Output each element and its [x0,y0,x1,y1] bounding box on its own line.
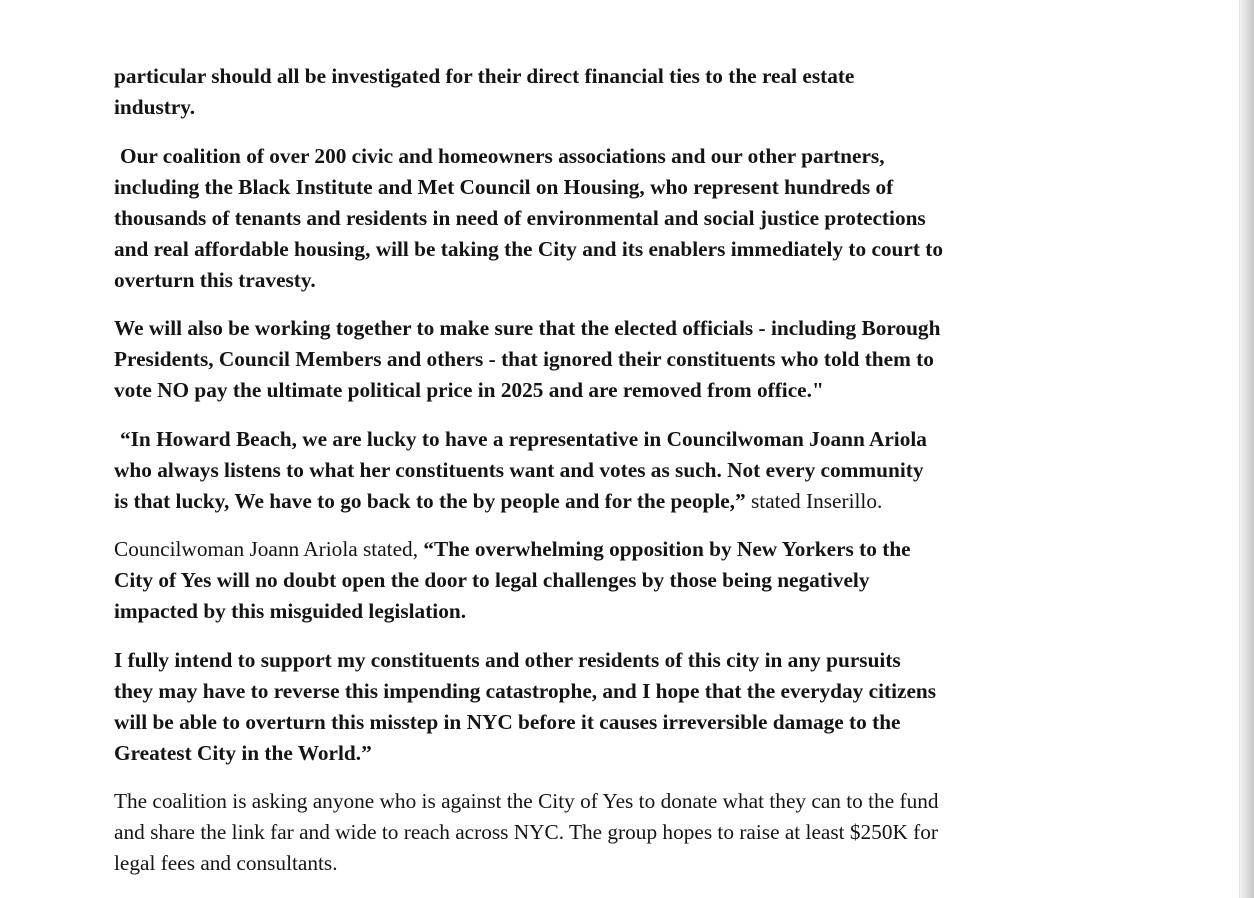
text-line: who always listens to what her constituents want and votes as such. Not every community [114,457,924,482]
paragraph-ariola-support [114,645,1114,769]
paragraph-fundraising [114,786,1114,879]
paragraph-investigation [114,61,1114,123]
paragraph-howard-beach-quote [114,424,1114,517]
quote-text: “The overwhelming opposition by New Yorkers to the [423,537,911,561]
text-line: and share the link far and wide to reach across NYC. The group hopes to raise at least $250K for [114,820,939,844]
text-line: industry. [114,95,196,119]
quote-text: is that lucky, We have to go back to the by people and for the people,” [114,488,746,513]
paragraph-ariola-statement [114,534,1114,627]
document-body [114,61,1114,897]
text-line: Presidents, Council Members and others - that ignored their constituents who told them to [114,347,934,371]
paragraph-elected-officials [114,313,1114,406]
text-line: particular should all be investigated for their direct financial ties to the real estate [114,64,855,88]
text-line: “In Howard Beach, we are lucky to have a representative in Councilwoman Joann Ariola [120,426,927,451]
paragraph-coalition-court [114,141,1114,296]
text-line: The coalition is asking anyone who is against the City of Yes to donate what they can to the fund [114,789,939,813]
text-line: Our coalition of over 200 civic and homeowners associations and our other partners, [120,143,885,168]
text-line: will be able to overturn this misstep in NYC before it causes irreversible damage to the [114,709,901,734]
text-line: thousands of tenants and residents in need of environmental and social justice protections [114,205,926,230]
text-line: City of Yes will no doubt open the door to legal challenges by those being negatively [114,568,870,592]
text-line: they may have to reverse this impending catastrophe, and I hope that the everyday citizens [114,678,937,703]
page-edge-shadow [1240,0,1254,898]
text-line: impacted by this misguided legislation. [114,599,467,623]
text-line: and real affordable housing, will be taking the City and its enablers immediately to court to [114,236,944,261]
text-line [114,486,1114,517]
text-line: I fully intend to support my constituents and other residents of this city in any pursuits [114,647,901,672]
text-line: vote NO pay the ultimate political price in 2025 and are removed from office." [114,378,824,402]
text-line [114,534,1114,565]
attribution-text: stated Inserillo. [751,488,883,513]
text-line: legal fees and consultants. [114,851,338,875]
text-line: including the Black Institute and Met Council on Housing, who represent hundreds of [114,174,894,199]
lead-text: Councilwoman Joann Ariola stated, [114,537,419,561]
text-line: overturn this travesty. [114,267,316,292]
text-line: We will also be working together to make sure that the elected officials - including Borough [114,316,941,340]
text-line: Greatest City in the World.” [114,740,372,765]
